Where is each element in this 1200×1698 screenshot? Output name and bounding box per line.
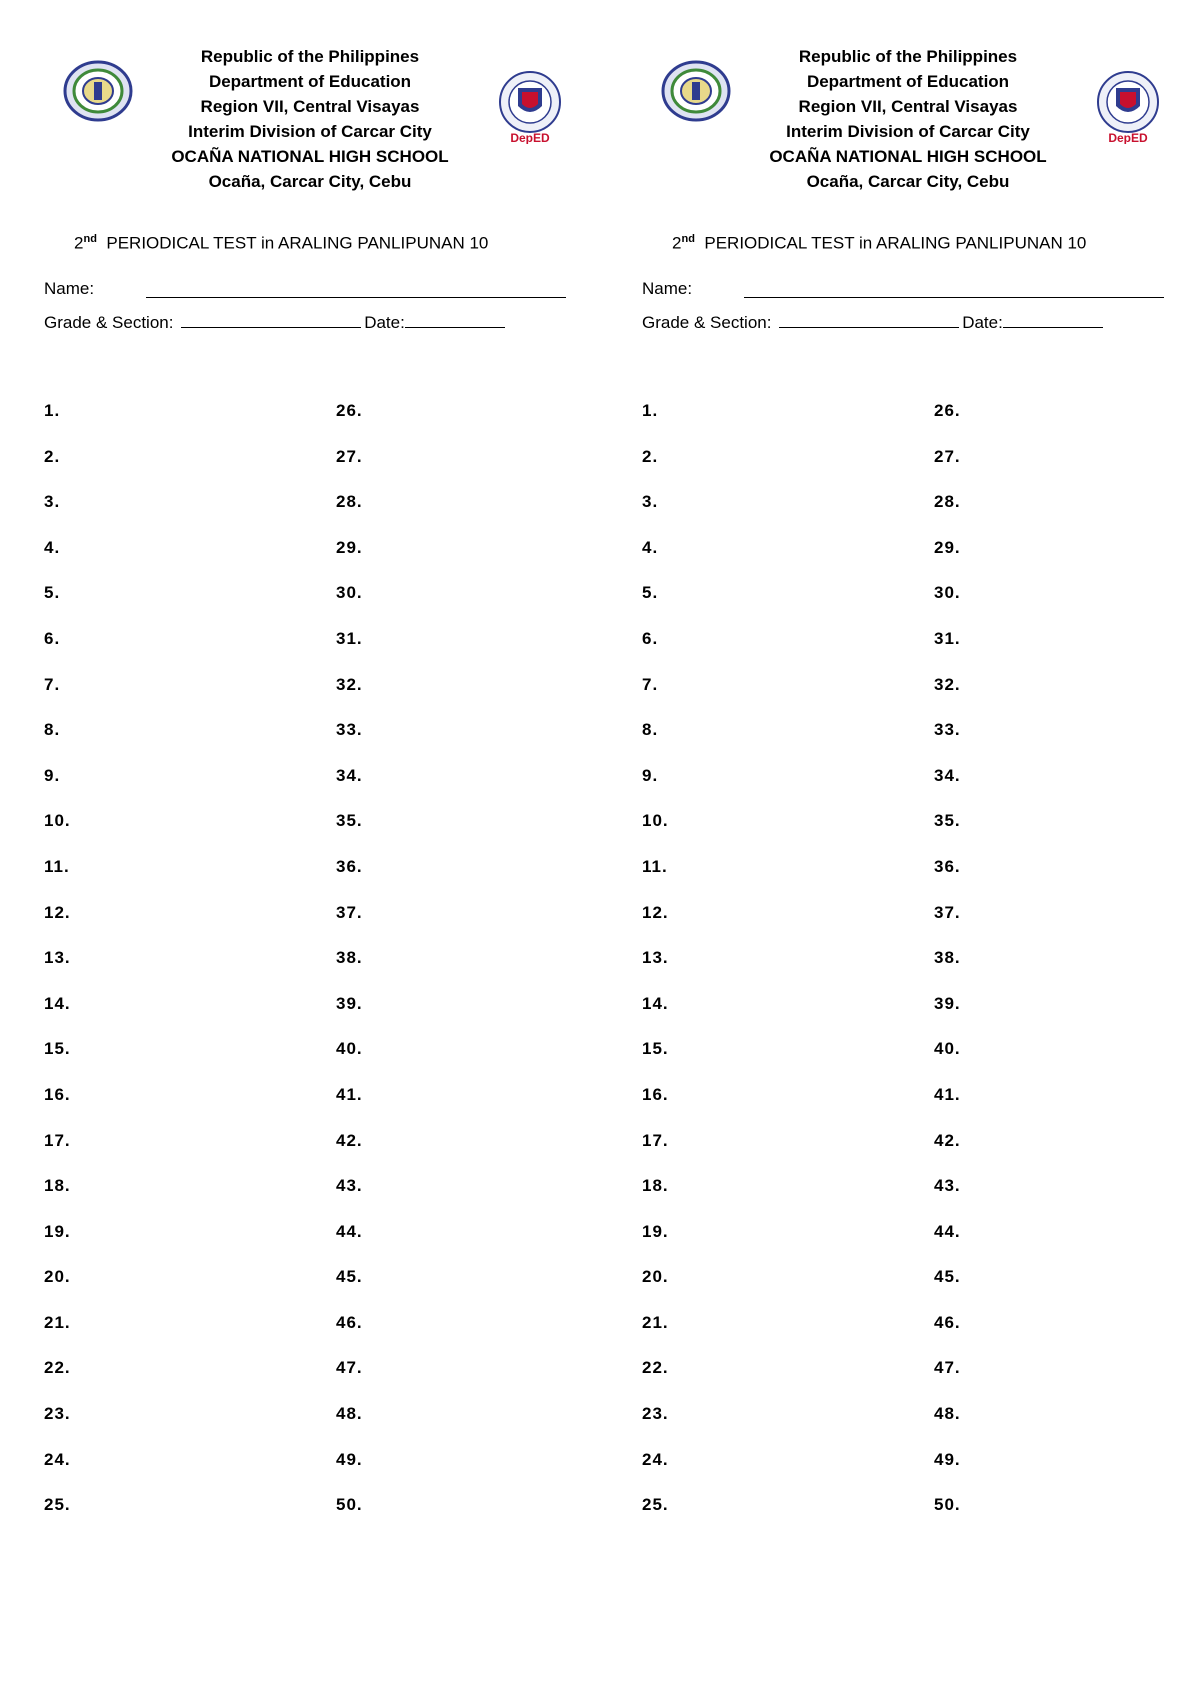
- answer-item: 16.: [44, 1084, 71, 1104]
- answer-item: 6.: [44, 628, 61, 648]
- answer-item: 20.: [44, 1267, 71, 1287]
- answer-item: 26.: [934, 401, 961, 420]
- answer-item: 41.: [934, 1084, 961, 1104]
- name-label: Name:: [44, 279, 95, 298]
- answer-item: 23.: [44, 1404, 71, 1424]
- answer-item: 50.: [336, 1495, 363, 1515]
- answer-item: 44.: [336, 1221, 363, 1241]
- answer-item: 29.: [934, 537, 961, 557]
- answer-item: 49.: [336, 1449, 363, 1469]
- answer-item: 45.: [934, 1267, 961, 1287]
- header-line-2: Department of Education: [806, 72, 1010, 91]
- grade-section-label: Grade & Section:: [44, 313, 174, 332]
- answer-item: 4.: [642, 537, 659, 557]
- name-row: [642, 279, 692, 299]
- answer-item: 12.: [44, 902, 71, 922]
- answer-item: 38.: [336, 948, 363, 968]
- answer-item: 12.: [642, 902, 669, 922]
- answer-item: 14.: [642, 993, 669, 1013]
- answer-item: 48.: [336, 1404, 363, 1424]
- answer-item: 16.: [642, 1084, 669, 1104]
- answer-item: 25.: [44, 1495, 71, 1515]
- answer-item: 28.: [934, 492, 961, 512]
- answer-item: 41.: [336, 1084, 363, 1104]
- answer-item: 46.: [336, 1312, 363, 1332]
- answer-column-1: [642, 400, 669, 1540]
- answer-item: 19.: [44, 1221, 71, 1241]
- header-line-4: Interim Division of Carcar City: [188, 122, 432, 141]
- answer-item: 7.: [642, 674, 659, 694]
- answer-item: 37.: [336, 902, 363, 922]
- header-line-3: Region VII, Central Visayas: [200, 97, 420, 116]
- answer-item: 22.: [642, 1358, 669, 1378]
- answer-item: 39.: [336, 993, 363, 1013]
- division-seal-icon: [661, 60, 731, 122]
- answer-item: 36.: [934, 856, 961, 876]
- answer-item: 2.: [44, 446, 61, 466]
- answer-item: 40.: [336, 1039, 363, 1059]
- answer-item: 23.: [642, 1404, 669, 1424]
- answer-item: 31.: [934, 628, 961, 648]
- answer-item: 50.: [934, 1495, 961, 1515]
- header-line-2: Department of Education: [208, 72, 412, 91]
- answer-item: 36.: [336, 856, 363, 876]
- answer-item: 5.: [642, 583, 659, 603]
- date-line[interactable]: [405, 309, 505, 328]
- answer-item: 22.: [44, 1358, 71, 1378]
- answer-item: 40.: [934, 1039, 961, 1059]
- answer-item: 15.: [44, 1039, 71, 1059]
- answer-item: 44.: [934, 1221, 961, 1241]
- answer-item: 11.: [642, 856, 668, 876]
- answer-item: 34.: [934, 765, 961, 785]
- deped-logo-text: DepED: [1108, 131, 1148, 144]
- name-line[interactable]: [744, 279, 1164, 298]
- deped-seal-icon: [1090, 70, 1166, 144]
- header-line-4: Interim Division of Carcar City: [786, 122, 1030, 141]
- deped-logo-text: DepED: [510, 131, 550, 144]
- answer-item: 32.: [934, 674, 961, 694]
- answer-item: 43.: [336, 1176, 363, 1196]
- answer-item: 43.: [934, 1176, 961, 1196]
- answer-item: 26.: [336, 401, 363, 420]
- answer-item: 37.: [934, 902, 961, 922]
- answer-sheet-left: [0, 0, 570, 1698]
- header-line-1: Republic of the Philippines: [200, 47, 420, 66]
- answer-item: 18.: [44, 1176, 71, 1196]
- grade-section-row: [642, 309, 1103, 333]
- answer-item: 4.: [44, 537, 61, 557]
- name-line[interactable]: [146, 279, 566, 298]
- answer-item: 20.: [642, 1267, 669, 1287]
- title-ordinal: 2: [74, 233, 84, 253]
- answer-item: 8.: [44, 720, 61, 740]
- answer-item: 28.: [336, 492, 363, 512]
- answer-item: 11.: [44, 856, 70, 876]
- answer-item: 18.: [642, 1176, 669, 1196]
- header-line-1: Republic of the Philippines: [798, 47, 1018, 66]
- answer-column-2: [336, 400, 363, 1540]
- answer-item: 47.: [336, 1358, 363, 1378]
- grade-section-label: Grade & Section:: [642, 313, 772, 332]
- header-line-3: Region VII, Central Visayas: [798, 97, 1018, 116]
- answer-item: 13.: [44, 948, 71, 968]
- answer-item: 34.: [336, 765, 363, 785]
- answer-item: 5.: [44, 583, 61, 603]
- answer-item: 27.: [336, 446, 363, 466]
- answer-item: 7.: [44, 674, 61, 694]
- title-ordinal: 2: [672, 233, 682, 253]
- answer-item: 3.: [642, 492, 659, 512]
- answer-item: 21.: [642, 1312, 669, 1332]
- title-text: PERIODICAL TEST in ARALING PANLIPUNAN 10: [106, 233, 489, 253]
- answer-item: 9.: [642, 765, 659, 785]
- answer-item: 39.: [934, 993, 961, 1013]
- title-ordinal-suffix: nd: [83, 233, 97, 245]
- header-line-6: Ocaña, Carcar City, Cebu: [806, 172, 1010, 191]
- test-title: [74, 233, 554, 254]
- answer-item: 31.: [336, 628, 363, 648]
- header-line-6: Ocaña, Carcar City, Cebu: [208, 172, 412, 191]
- test-title: [672, 233, 1152, 254]
- answer-item: 42.: [934, 1130, 961, 1150]
- answer-item: 1.: [642, 401, 659, 420]
- answer-item: 48.: [934, 1404, 961, 1424]
- answer-column-2: [934, 400, 961, 1540]
- name-label: Name:: [642, 279, 693, 298]
- answer-item: 19.: [642, 1221, 669, 1241]
- answer-item: 21.: [44, 1312, 71, 1332]
- answer-item: 33.: [336, 720, 363, 740]
- answer-item: 38.: [934, 948, 961, 968]
- grade-section-line[interactable]: [181, 309, 361, 328]
- answer-item: 17.: [642, 1130, 669, 1150]
- answer-item: 47.: [934, 1358, 961, 1378]
- answer-item: 46.: [934, 1312, 961, 1332]
- answer-item: 33.: [934, 720, 961, 740]
- answer-item: 29.: [336, 537, 363, 557]
- title-ordinal-suffix: nd: [681, 233, 695, 245]
- school-header: [160, 44, 460, 194]
- answer-item: 8.: [642, 720, 659, 740]
- deped-seal-icon: [492, 70, 568, 144]
- answer-item: 24.: [44, 1449, 71, 1469]
- answer-item: 49.: [934, 1449, 961, 1469]
- title-text: PERIODICAL TEST in ARALING PANLIPUNAN 10: [704, 233, 1087, 253]
- grade-section-row: [44, 309, 505, 333]
- answer-item: 13.: [642, 948, 669, 968]
- date-line[interactable]: [1003, 309, 1103, 328]
- answer-item: 35.: [336, 811, 363, 831]
- answer-item: 15.: [642, 1039, 669, 1059]
- division-seal-icon: [63, 60, 133, 122]
- answer-item: 24.: [642, 1449, 669, 1469]
- answer-item: 32.: [336, 674, 363, 694]
- answer-item: 25.: [642, 1495, 669, 1515]
- header-line-5: OCAÑA NATIONAL HIGH SCHOOL: [769, 147, 1047, 166]
- name-row: [44, 279, 94, 299]
- answer-sheet-right: [598, 0, 1168, 1698]
- header-line-5: OCAÑA NATIONAL HIGH SCHOOL: [171, 147, 449, 166]
- answer-item: 9.: [44, 765, 61, 785]
- answer-item: 10.: [642, 811, 669, 831]
- answer-item: 2.: [642, 446, 659, 466]
- school-header: [758, 44, 1058, 194]
- answer-item: 42.: [336, 1130, 363, 1150]
- answer-item: 27.: [934, 446, 961, 466]
- answer-item: 35.: [934, 811, 961, 831]
- answer-column-1: [44, 400, 71, 1540]
- answer-item: 14.: [44, 993, 71, 1013]
- answer-item: 17.: [44, 1130, 71, 1150]
- answer-item: 3.: [44, 492, 61, 512]
- answer-item: 6.: [642, 628, 659, 648]
- answer-item: 45.: [336, 1267, 363, 1287]
- grade-section-line[interactable]: [779, 309, 959, 328]
- date-label: Date:: [364, 313, 405, 332]
- date-label: Date:: [962, 313, 1003, 332]
- answer-item: 30.: [336, 583, 363, 603]
- answer-item: 10.: [44, 811, 71, 831]
- answer-item: 1.: [44, 401, 61, 420]
- answer-item: 30.: [934, 583, 961, 603]
